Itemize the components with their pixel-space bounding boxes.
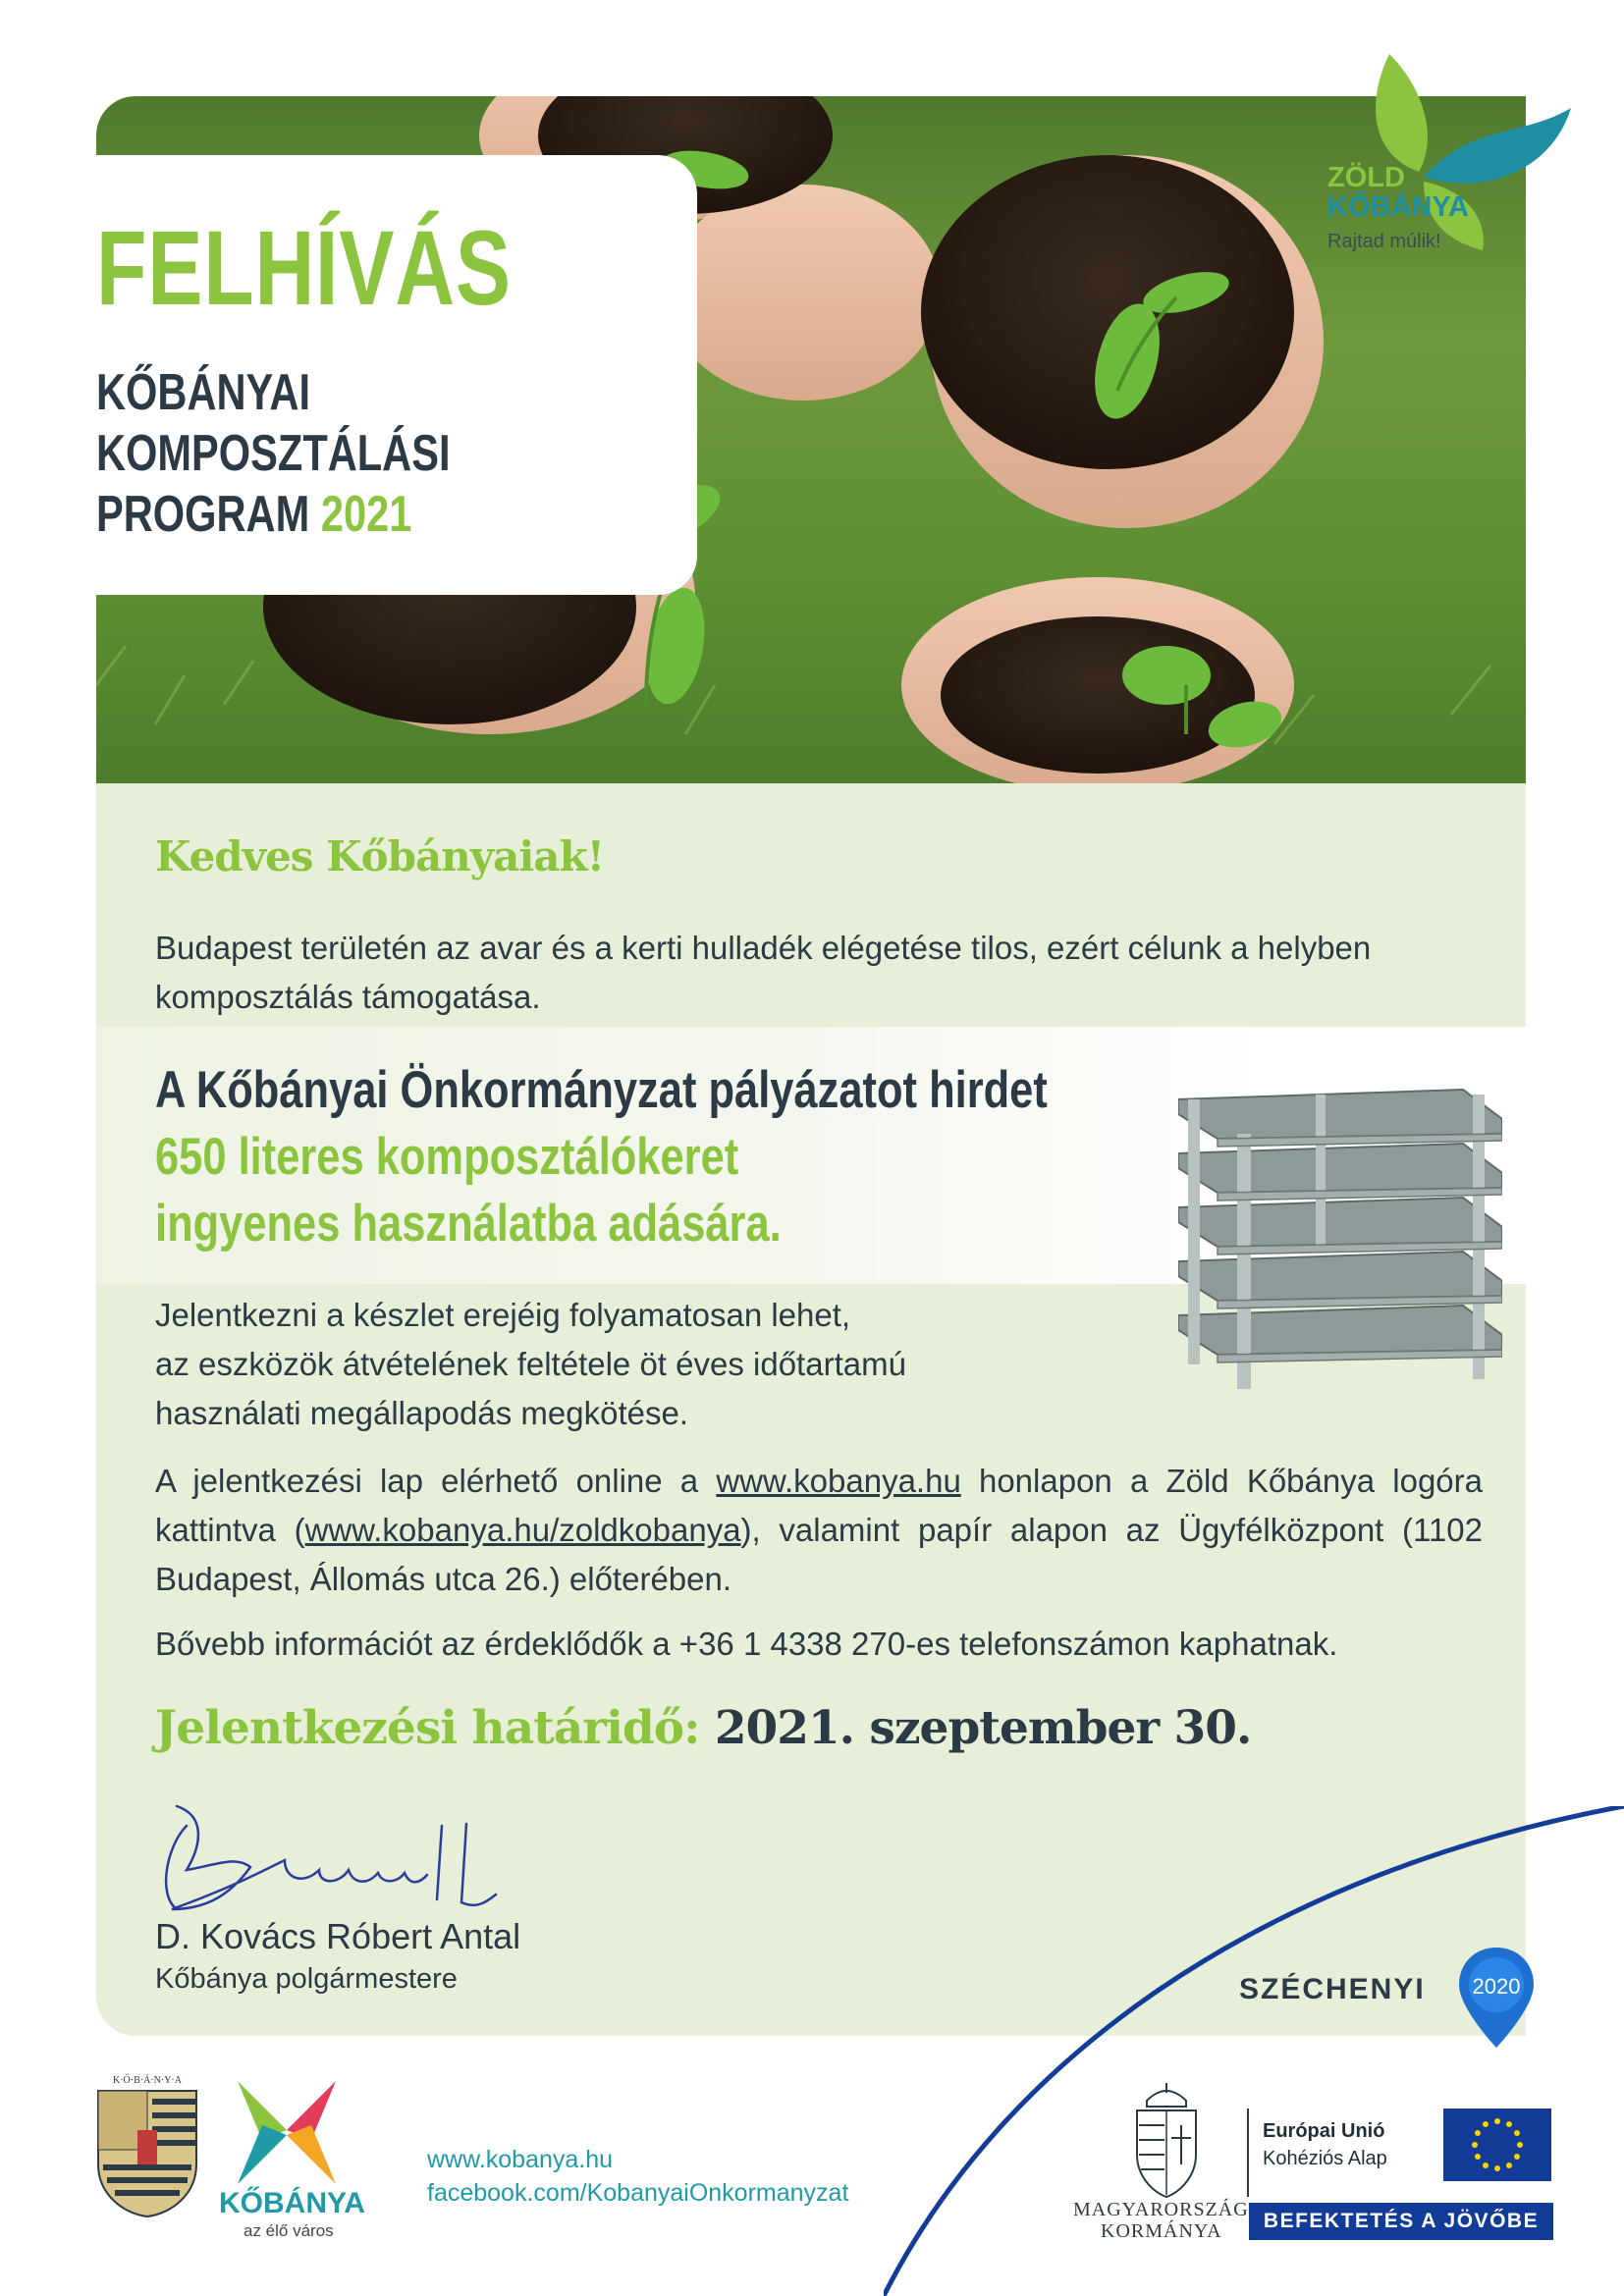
- hungary-coat-of-arms-icon: [1117, 2081, 1216, 2199]
- kobanya-crest-icon: [93, 2071, 201, 2218]
- apply-line-3: használati megállapodás megkötése.: [155, 1395, 689, 1431]
- intro-paragraph: Budapest területén az avar és a kerti hulladék elégetése tilos, ezért célunk a helyben komposztálás támogatása.: [155, 930, 1372, 1015]
- subtitle-line-3: [96, 485, 411, 544]
- subtitle-line-1: KŐBÁNYAI: [96, 364, 311, 421]
- kobanya-logo-text: KŐBÁNYA: [219, 2187, 365, 2219]
- zoldkobanya-link[interactable]: www.kobanya.hu/zoldkobanya: [304, 1512, 741, 1548]
- deadline: [155, 1701, 1251, 1755]
- apply-line-2: az eszközök átvételének feltétele öt éves időtartamú: [155, 1346, 906, 1382]
- subtitle-year: 2021: [320, 486, 412, 543]
- gov-text-line-2: KORMÁNYA: [1101, 2220, 1222, 2242]
- footer-facebook-link[interactable]: facebook.com/KobanyaiOnkormanyzat: [427, 2179, 849, 2207]
- footer-links: [427, 2143, 848, 2210]
- signature-image: [147, 1787, 540, 1934]
- compost-frame-image: [1178, 1080, 1502, 1394]
- logo-zold-text: ZÖLD: [1327, 162, 1405, 193]
- kobanya-website-link[interactable]: www.kobanya.hu: [716, 1463, 961, 1499]
- signer-role: Kőbánya polgármestere: [155, 1963, 458, 1995]
- szechenyi-year: 2020: [1472, 1974, 1521, 1999]
- greeting: Kedves Kőbányaiak!: [155, 832, 605, 881]
- crest-text: K·Ő·B·Á·N·Y·A: [113, 2075, 182, 2086]
- eu-text-line-1: Európai Unió: [1263, 2120, 1385, 2142]
- form-paragraph: [155, 1457, 1483, 1604]
- logo-kobanya-text: KŐBÁNYA: [1327, 191, 1469, 223]
- page-title: FELHÍVÁS: [96, 208, 512, 327]
- form-text-2: honlapon a Zöld Kőbánya logóra kattintva (: [155, 1463, 1483, 1548]
- apply-paragraph: [155, 1291, 1039, 1438]
- signer-name: D. Kovács Róbert Antal: [155, 1916, 521, 1956]
- investment-banner: BEFEKTETÉS A JÖVŐBE: [1249, 2203, 1553, 2240]
- announcement-line-2: 650 literes komposztálókeret: [155, 1128, 739, 1186]
- szechenyi-pin-icon: [1455, 1944, 1538, 2052]
- info-paragraph: Bővebb információt az érdeklődők a +36 1 4338 270-es telefonszámon kaphatnak.: [155, 1626, 1338, 1662]
- subtitle-program: PROGRAM: [96, 486, 310, 543]
- gov-text-line-1: MAGYARORSZÁG: [1073, 2199, 1249, 2220]
- szechenyi-logo-text: SZÉCHENYI: [1239, 1973, 1426, 2005]
- subtitle-line-2: KOMPOSZTÁLÁSI: [96, 425, 451, 482]
- zold-kobanya-logo: [1276, 44, 1581, 255]
- form-text-3: ), valamint papír alapon az Ügyfélközpont (1102 Budapest, Állomás utca 26.) előterében.: [155, 1512, 1483, 1597]
- footer-website-link[interactable]: www.kobanya.hu: [427, 2146, 614, 2173]
- eu-text-line-2: Kohéziós Alap: [1263, 2148, 1387, 2169]
- apply-line-1: Jelentkezni a készlet erejéig folyamatosan lehet,: [155, 1297, 851, 1333]
- logo-tagline: Rajtad múlik!: [1327, 231, 1441, 252]
- form-text-1: A jelentkezési lap elérhető online a: [155, 1463, 717, 1499]
- eu-divider: [1247, 2109, 1249, 2197]
- deadline-label: Jelentkezési határidő:: [155, 1701, 700, 1755]
- announcement-line-3: ingyenes használatba adására.: [155, 1195, 782, 1253]
- eu-flag-icon: [1443, 2109, 1551, 2181]
- announcement-line-1: A Kőbányai Önkormányzat pályázatot hirdet: [155, 1061, 1048, 1119]
- kobanya-logo-tagline: az élő város: [244, 2221, 334, 2240]
- deadline-date: 2021. szeptember 30.: [714, 1701, 1252, 1755]
- eu-stars-icon: [1443, 2109, 1551, 2181]
